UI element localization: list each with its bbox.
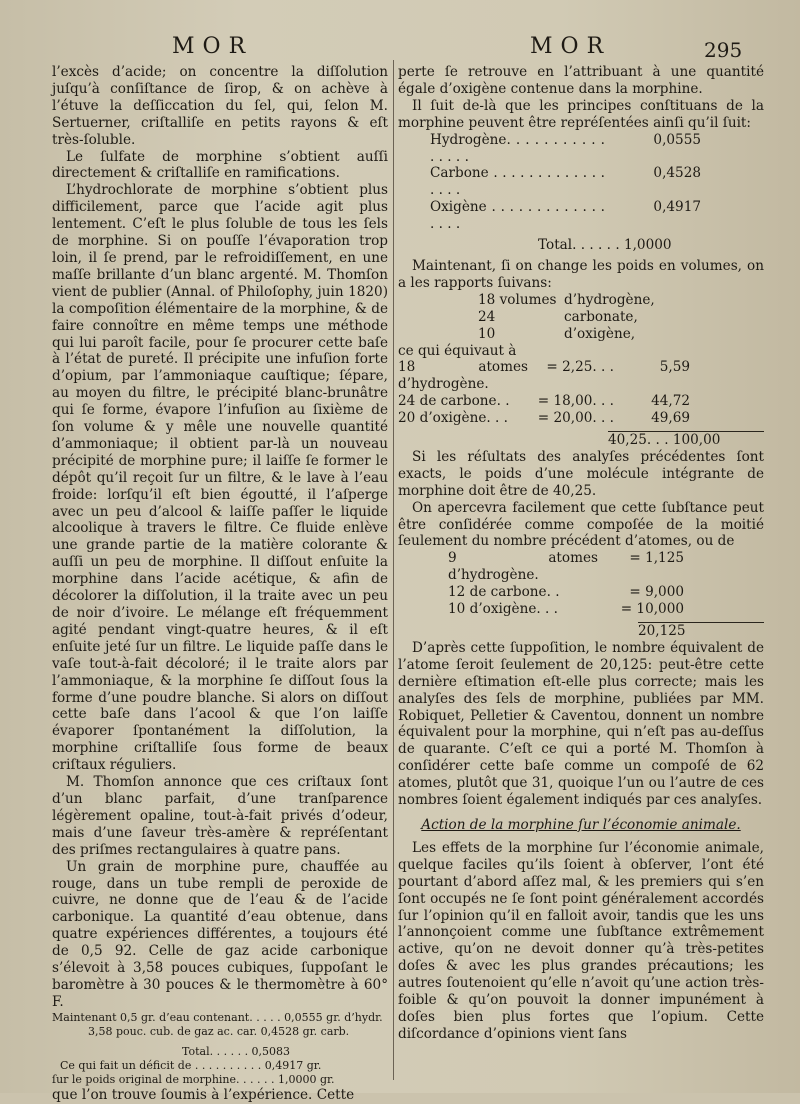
volume-table xyxy=(478,292,764,343)
table-cell: 9 atomes d’hydrogène. xyxy=(448,550,598,584)
section-heading: Action de la morphine ſur l’économie animale. xyxy=(421,816,741,833)
column-divider xyxy=(393,60,394,1080)
table-cell: Oxigène . . . . . . . . . . . . . . . . . xyxy=(430,199,605,233)
right-column xyxy=(398,64,764,1043)
paragraph: Il ſuit de-là que les principes conſtituans de la morphine peuvent être repréſentées ainſi qu’il ſuit: xyxy=(398,97,764,131)
table-cell: carbonate, xyxy=(564,308,638,325)
calc-total: Total. . . . . . 0,5083 xyxy=(182,1044,291,1058)
table-cell: = 1,125 xyxy=(629,550,684,567)
table-cell: d’hydrogène, xyxy=(564,291,655,308)
table-cell: 44,72 xyxy=(651,393,690,410)
table-total: 20,125 xyxy=(638,622,764,640)
calc-line: 3,58 pouc. cub. de gaz ac. car. 0,4528 gr. carb. xyxy=(88,1024,350,1038)
table-cell: 20 d’oxigène. . . xyxy=(398,410,508,427)
page-number: 295 xyxy=(704,38,743,62)
table-cell: Hydrogène. . . . . . . . . . . . . . . . xyxy=(430,131,605,165)
left-column xyxy=(52,64,388,1104)
calc-line: ſur le poids original de morphine. . . . . . 1,0000 gr. xyxy=(52,1072,335,1086)
table-cell: = 18,00. . . xyxy=(537,393,614,410)
table-cell: = 10,000 xyxy=(620,601,684,618)
table-cell: Carbone . . . . . . . . . . . . . . . . . xyxy=(430,165,605,199)
table-cell: 18 volumes xyxy=(478,291,557,308)
paragraph: Un grain de morphine pure, chauffée au rouge, dans un tube rempli de peroxide de cuivre, ne donne que de l’eau & de l’acide carbonique. La quantité d’eau obtenue, dans quatre expériences différentes, a toujours été de 0,5 92. Celle de gaz acide carbonique s’élevoit à 3,58 pouces cubiques, ſuppoſant le baromètre à 30 pouces & le thermomètre à 60° F. xyxy=(52,858,388,1010)
left-running-head: MOR xyxy=(172,34,254,59)
paragraph: Si les réſultats des analyſes précédentes ſont exacts, le poids d’une molécule intégrante de morphine doit être de 40,25. xyxy=(398,448,764,499)
atoms-table xyxy=(398,359,764,427)
paragraph: L’hydrochlorate de morphine s’obtient plus difficilement, parce que l’acide agit plus lentement. C’eſt le plus ſoluble de tous les ſels de morphine. Si on pouſſe l’évaporation trop loin, il ſe prend, par le refroidiſſement, en une maſſe brillante d’un blanc argenté. M. Thomſon vient de publier (Annal. of Philoſophy, juin 1820) la compoſition élémentaire de la morphine, & de faire connoître en même temps une méthode qui lui paroît facile, pour ſe procurer cette baſe à l’état de pureté. Il précipite une infuſion forte d’opium, par l’ammoniaque cauſtique; ſépare, au moyen du filtre, le précipité blanc-brunâtre qui ſe forme, évapore l’infuſion au ſixième de ſon volume & y mêle une nouvelle quantité d’ammoniaque; il obtient par-là un nouveau précipité de morphine pure; il laiſſe ſe former le dépôt qu’il reçoit ſur un filtre, & le lave à l’eau froide: lorſqu’il eſt bien égoutté, il l’aſperge avec un peu d’alcool & laiſſe paſſer le liquide alcoolique à travers le filtre. Ce fluide enlève une grande partie de la matière colorante & auſſi un peu de morphine. Il diſſout enſuite la morphine dans l’acide acétique, & afin de décolorer la diſſolution, il la traite avec un peu de noir d’ivoire. Le mélange eſt fréquemment agité pendant vingt-quatre heures, & il eſt enſuite jeté ſur un filtre. Le liquide paſſe dans le vaſe tout-à-fait décoloré; il le traite alors par l’ammoniaque, & la morphine ſe diſſout ſous la forme d’une poudre blanche. Si alors on diſſout cette baſe dans l’acool & que l’on laiſſe évaporer ſpontanément la diſſolution, la morphine criſtalliſe ſous forme de beaux criſtaux réguliers. xyxy=(52,182,388,774)
table-cell: 5,59 xyxy=(659,359,690,376)
paragraph: M. Thomſon annonce que ces criſtaux ſont d’un blanc parfait, d’une tranſparence légèrement opaline, tout-à-fait privés d’odeur, mais d’une ſaveur très-amère & repréſentant des priſmes rectangulaires à quatre pans. xyxy=(52,774,388,858)
table-cell: 10 xyxy=(478,325,496,342)
half-atoms-table xyxy=(448,550,764,618)
paragraph: Le ſulfate de morphine s’obtient auſſi directement & criſtalliſe en ramifications. xyxy=(52,148,388,182)
paragraph: Les effets de la morphine ſur l’économie animale, quelque faciles qu’ils ſoient à obſerver, l’ont été pourtant d’abord aſſez mal, & les premiers qui s’en ſont occupés ne ſe ſont point généralement accordés ſur l’opinion qu’il en falloit avoir, tandis que les uns l’annonçoient comme une ſubſtance extrêmement active, qu’on ne devoit donner qu’à très-petites doſes & avec les plus grandes précautions; les autres ſoutenoient qu’elle n’avoit qu’une action très-foible & qu’on pouvoit la donner impunément à doſes bien plus fortes que l’opium. Cette diſcordance d’opinions vient ſans xyxy=(398,839,764,1042)
calc-line: Maintenant 0,5 gr. d’eau contenant. . . . . 0,0555 gr. d’hydr. xyxy=(52,1010,383,1024)
table-cell: 24 de carbone. . xyxy=(398,393,510,410)
table-cell: 0,4917 xyxy=(653,199,701,216)
table-cell: 12 de carbone. . xyxy=(448,584,560,601)
table-cell: 0,4528 xyxy=(653,165,701,182)
composition-table xyxy=(430,132,764,233)
table-cell: 10 d’oxigène. . . xyxy=(448,601,558,618)
paragraph: perte ſe retrouve en l’attribuant à une quantité égale d’oxigène contenue dans la morphine. xyxy=(398,64,764,97)
table-total: Total. . . . . . 1,0000 xyxy=(538,237,672,254)
paragraph: Maintenant, ſi on change les poids en volumes, on a les rapports ſuivans: xyxy=(398,257,764,291)
calc-line: Ce qui fait un déficit de . . . . . . . . . . 0,4917 gr. xyxy=(60,1058,322,1072)
paragraph: D’après cette ſuppoſition, le nombre équivalent de l’atome ſeroit ſeulement de 20,125: peut-être cette dernière eſtimation eſt-elle plus correcte; mais les analyſes des ſels de morphine, publiées par MM. Robiquet, Pelletier & Caventou, donnent un nombre équivalent pour la morphine, qui n’eſt pas au-deſſus de quarante. C’eſt ce qui a porté M. Thomſon à conſidérer cette baſe comme un compoſé de 62 atomes, plutôt que 31, quoique l’un ou l’autre de ces nombres ſoient également indiqués par ces analyſes. xyxy=(398,639,764,809)
table-cell: = 20,00. . . xyxy=(537,410,614,427)
paragraph: l’excès d’acide; on concentre la diſſolution juſqu’à conſiſtance de ſirop, & on achève à l’étuve la deſſiccation du ſel, qui, ſelon M. Sertuerner, criſtalliſe en petits rayons & eſt très-ſoluble. xyxy=(52,64,388,148)
table-cell: 49,69 xyxy=(651,410,690,427)
table-cell: 18 atomes d’hydrogène. xyxy=(398,359,528,393)
table-cell: 0,0555 xyxy=(653,131,701,148)
table-cell: d’oxigène, xyxy=(564,325,636,342)
right-running-head: MOR xyxy=(530,34,612,59)
table-total: 40,25. . . 100,00 xyxy=(608,431,764,449)
table-cell: = 9,000 xyxy=(629,584,684,601)
table-cell: = 2,25. . . xyxy=(546,359,614,376)
paragraph: ce qui équivaut à xyxy=(398,342,517,359)
paragraph: On apercevra facilement que cette ſubſtance peut être conſidérée comme compoſée de la moitié ſeulement du nombre précédent d’atomes, ou de xyxy=(398,499,764,550)
table-cell: 24 xyxy=(478,308,496,325)
paragraph: que l’on trouve ſoumis à l’expérience. Cette xyxy=(52,1086,355,1103)
